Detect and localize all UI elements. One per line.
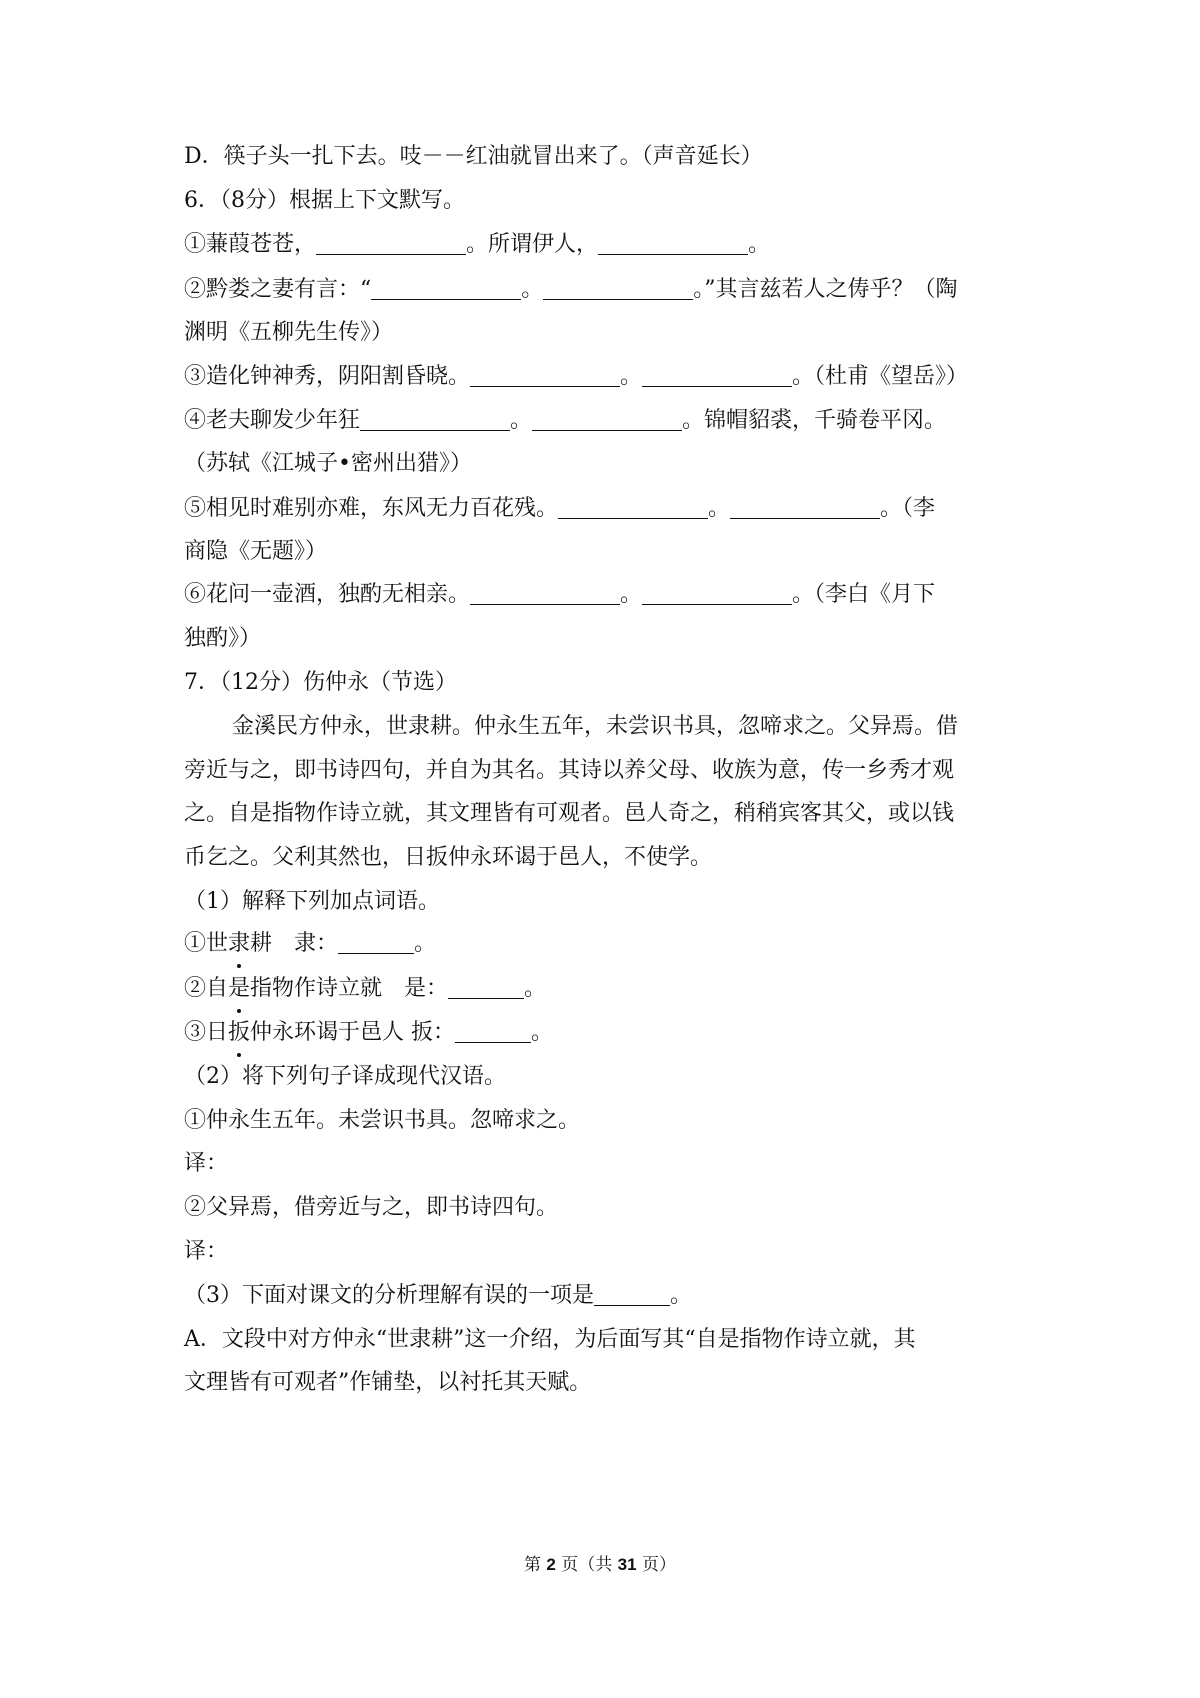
q6-item-2: ②黔娄之妻有言：“ 。 。”其言兹若人之俦乎？（陶	[184, 277, 958, 302]
q7-translate-1: ①仲永生五年。未尝识书具。忽啼求之。	[184, 1108, 581, 1133]
answer-blank	[558, 494, 708, 519]
passage-line-1: 金溪民方仲永，世隶耕。仲永生五年，未尝识书具，忽啼求之。父异焉。借	[232, 714, 959, 739]
q6-item-5: ⑤相见时难别亦难，东风无力百花残。 。 。（李	[184, 496, 936, 521]
q6-item-1: ①蒹葭苍苍， 。所谓伊人， 。	[184, 232, 771, 257]
q6-item-4: ④老夫聊发少年狂 。 。锦帽貂裘，千骑卷平冈。	[184, 408, 947, 433]
answer-blank	[730, 494, 880, 519]
q7-title: 7．（12分）伤仲永（节选）	[184, 670, 457, 695]
q6-item-6: ⑥花问一壶酒，独酌无相亲。 。 。（李白《月下	[184, 582, 936, 607]
answer-blank	[594, 1281, 670, 1306]
answer-blank	[455, 1018, 531, 1043]
answer-blank	[470, 580, 620, 605]
q6-item-5-source: 商隐《无题》）	[184, 539, 328, 564]
passage-line-2: 旁近与之，即书诗四句，并自为其名。其诗以养父母、收族为意，传一乡秀才观	[184, 758, 955, 783]
q7-sub-1: （1）解释下列加点词语。	[184, 889, 440, 914]
answer-blank	[543, 275, 693, 300]
q6-item-3: ③造化钟神秀，阴阳割昏晓。 。 。（杜甫《望岳》）	[184, 364, 969, 389]
answer-blank	[642, 580, 792, 605]
page-number: 2	[546, 1555, 556, 1574]
answer-blank	[642, 362, 792, 387]
answer-blank	[316, 230, 466, 255]
answer-blank	[448, 974, 524, 999]
emphasis-dot-char: 是	[228, 974, 250, 1004]
q6-item-6-source: 独酌》）	[184, 626, 262, 651]
q6-title: 6．（8分）根据上下文默写。	[184, 188, 465, 213]
translation-label-1: 译：	[184, 1151, 229, 1176]
q7-word-3: ③日扳仲永环谒于邑人 扳： 。	[184, 1018, 553, 1048]
answer-blank	[532, 406, 682, 431]
q7-sub-2: （2）将下列句子译成现代汉语。	[184, 1064, 506, 1089]
answer-blank	[338, 929, 414, 954]
answer-blank	[598, 230, 748, 255]
q7-word-2: ②自是指物作诗立就 是： 。	[184, 974, 546, 1004]
page-footer: 第 2 页（共 31 页）	[523, 1555, 676, 1575]
passage-line-3: 之。自是指物作诗立就，其文理皆有可观者。邑人奇之，稍稍宾客其父，或以钱	[184, 801, 955, 826]
q7-option-a-line-2: 文理皆有可观者”作铺垫，以衬托其天赋。	[184, 1370, 592, 1395]
q5-option-d: D．筷子头一扎下去。吱－－红油就冒出来了。（声音延长）	[184, 144, 763, 169]
q7-word-1: ①世隶耕 隶： 。	[184, 929, 436, 959]
q7-sub-3: （3）下面对课文的分析理解有误的一项是 。	[184, 1283, 693, 1308]
answer-blank	[371, 275, 521, 300]
emphasis-dot-char: 扳	[228, 1018, 250, 1048]
q7-option-a-line-1: A．文段中对方仲永“世隶耕”这一介绍，为后面写其“自是指物作诗立就，其	[184, 1327, 916, 1352]
q7-translate-2: ②父异焉，借旁近与之，即书诗四句。	[184, 1195, 559, 1220]
emphasis-dot-char: 隶	[228, 929, 250, 959]
q6-item-4-source: （苏轼《江城子•密州出猎》）	[184, 451, 472, 476]
passage-line-4: 币乞之。父利其然也，日扳仲永环谒于邑人，不使学。	[184, 845, 713, 870]
page-total: 31	[617, 1555, 637, 1574]
answer-blank	[470, 362, 620, 387]
translation-label-2: 译：	[184, 1239, 229, 1264]
answer-blank	[360, 406, 510, 431]
q6-item-2-source: 渊明《五柳先生传》）	[184, 320, 394, 345]
